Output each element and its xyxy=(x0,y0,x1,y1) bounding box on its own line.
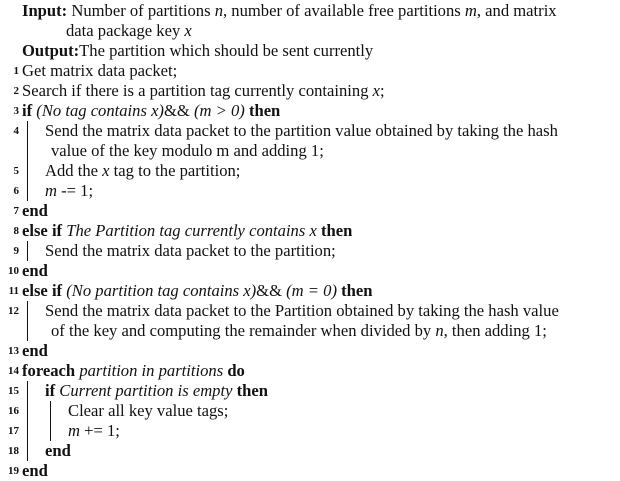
text: Clear all key value tags; xyxy=(68,401,229,420)
code-line xyxy=(0,61,620,81)
block-bar xyxy=(27,301,45,321)
text: Send the matrix data packet to the partition; xyxy=(45,241,336,260)
var: m xyxy=(68,421,80,440)
code-line xyxy=(0,301,620,321)
line-number: 5 xyxy=(13,165,19,177)
line-number: 2 xyxy=(13,85,19,97)
line-number: 19 xyxy=(8,465,19,477)
text: of the key and computing the remainder when divided by xyxy=(51,321,436,340)
keyword: end xyxy=(45,441,71,460)
line-number: 13 xyxy=(8,345,19,357)
keyword: if xyxy=(22,101,33,120)
text: Search if there is a partition tag currently containing xyxy=(22,81,373,100)
line-number: 16 xyxy=(8,405,19,417)
line-number: 17 xyxy=(8,425,19,437)
line-number: 10 xyxy=(8,265,19,277)
keyword: then xyxy=(320,221,353,240)
code-line xyxy=(0,241,620,261)
line-number: 15 xyxy=(8,385,19,397)
input-line xyxy=(0,1,620,21)
code-line xyxy=(0,261,620,281)
keyword: end xyxy=(22,461,48,480)
text: Get matrix data packet; xyxy=(22,61,178,80)
condition: Current partition is empty xyxy=(59,381,233,400)
block-bar xyxy=(27,161,45,181)
code-line xyxy=(0,341,620,361)
code-line xyxy=(0,201,620,221)
condition: (No partition tag contains x) xyxy=(66,281,257,300)
line-number: 9 xyxy=(13,245,19,257)
block-bar xyxy=(27,141,45,161)
keyword: then xyxy=(236,381,268,400)
output-line xyxy=(0,41,620,61)
code-line xyxy=(0,101,620,121)
code-line xyxy=(0,381,620,401)
line-number: 3 xyxy=(13,105,19,117)
keyword: then xyxy=(248,101,281,120)
var: x xyxy=(184,21,192,40)
block-bar xyxy=(27,321,45,341)
line-number: 14 xyxy=(8,365,19,377)
text: , then adding 1; xyxy=(443,321,547,340)
line-number: 6 xyxy=(13,185,19,197)
code-line-cont xyxy=(0,321,620,341)
input-label: Input: xyxy=(22,1,68,20)
text: ; xyxy=(380,81,385,100)
condition: (No tag contains x) xyxy=(36,101,164,120)
code-line xyxy=(0,181,620,201)
block-bar xyxy=(27,421,45,441)
line-number: 1 xyxy=(13,65,19,77)
operator: && xyxy=(256,281,282,300)
line-number: 8 xyxy=(13,225,19,237)
code-line xyxy=(0,161,620,181)
code-line xyxy=(0,421,620,441)
text: Send the matrix data packet to the partition value obtained by taking the hash xyxy=(45,121,558,140)
code-line xyxy=(0,121,620,141)
code-line xyxy=(0,281,620,301)
var: x xyxy=(372,81,381,100)
text: Send the matrix data packet to the Partition obtained by taking the hash value xyxy=(45,301,559,320)
code-line xyxy=(0,401,620,421)
keyword: do xyxy=(227,361,245,380)
var: m xyxy=(464,1,477,20)
condition: (m = 0) xyxy=(286,281,337,300)
condition: partition in partitions xyxy=(79,361,224,380)
text: -= 1; xyxy=(56,181,94,200)
block-bar xyxy=(27,401,45,421)
block-bar xyxy=(27,121,45,141)
keyword: if xyxy=(45,381,56,400)
keyword: end xyxy=(22,201,48,220)
block-bar xyxy=(27,441,45,461)
code-line xyxy=(0,441,620,461)
input-line-cont xyxy=(0,21,620,41)
text: tag to the partition; xyxy=(109,161,241,180)
text: += 1; xyxy=(79,421,120,440)
var: n xyxy=(435,321,444,340)
block-bar xyxy=(27,381,45,401)
code-line-cont xyxy=(0,141,620,161)
operator: && xyxy=(163,101,190,120)
block-bar xyxy=(50,421,68,441)
var: n xyxy=(214,1,223,20)
text: Add the xyxy=(45,161,103,180)
text: The partition which should be sent currently xyxy=(79,41,374,60)
keyword: end xyxy=(22,261,48,280)
code-line xyxy=(0,361,620,381)
code-line xyxy=(0,221,620,241)
var: m xyxy=(45,181,57,200)
keyword: then xyxy=(341,281,373,300)
keyword: else if xyxy=(22,221,63,240)
block-bar xyxy=(50,401,68,421)
input-text xyxy=(22,1,557,21)
line-number: 4 xyxy=(13,125,19,137)
keyword: else if xyxy=(22,281,63,300)
condition: (m > 0) xyxy=(193,101,245,120)
text: , number of available free partitions xyxy=(222,1,465,20)
keyword: end xyxy=(22,341,48,360)
code-line xyxy=(0,81,620,101)
code-line xyxy=(0,461,620,481)
text: Number of partitions xyxy=(67,1,215,20)
output-label: Output: xyxy=(22,41,80,60)
block-bar xyxy=(27,241,45,261)
block-bar xyxy=(27,181,45,201)
line-number: 7 xyxy=(13,205,19,217)
line-number: 12 xyxy=(8,305,19,317)
line-number: 18 xyxy=(8,445,19,457)
condition: The Partition tag currently contains x xyxy=(66,221,317,240)
text: , and matrix xyxy=(476,1,557,20)
var: x xyxy=(102,161,110,180)
text: value of the key modulo m and adding 1; xyxy=(51,141,324,160)
keyword: foreach xyxy=(22,361,76,380)
text: data package key xyxy=(66,21,181,40)
line-number: 11 xyxy=(8,285,19,297)
